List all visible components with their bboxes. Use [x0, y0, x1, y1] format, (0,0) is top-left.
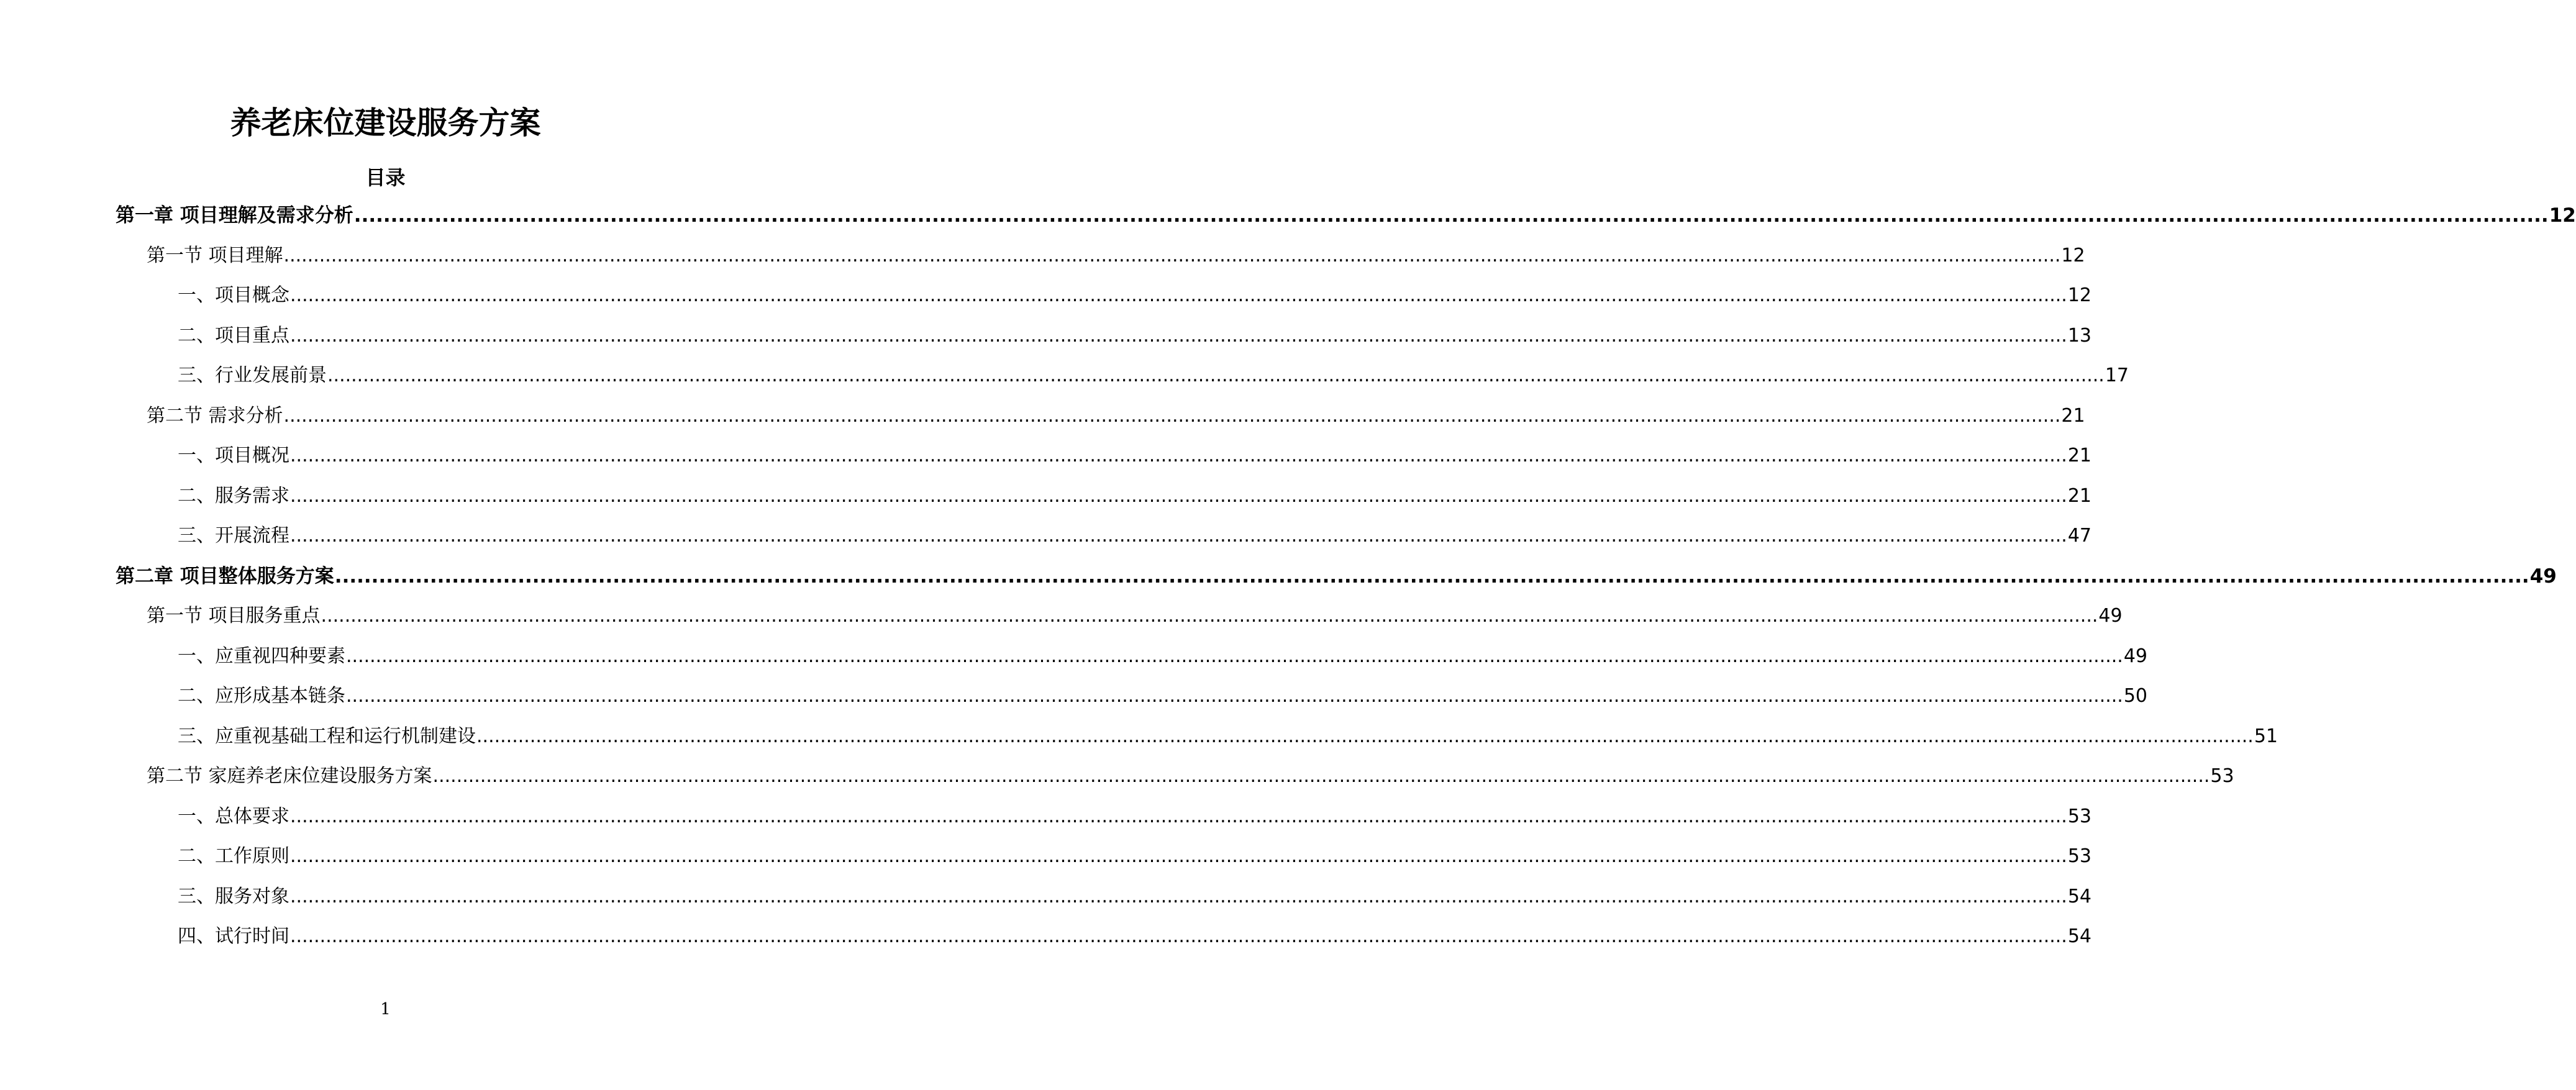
toc-entry-label: 第二章 项目整体服务方案 [116, 565, 334, 588]
toc-entry-page: 54 [2067, 886, 2092, 907]
toc-entry-page: 17 [2105, 365, 2129, 386]
toc-entry-label: 三、应重视基础工程和运行机制建设 [178, 725, 476, 747]
toc-dot-leader: ............................................................................................................................................................................................................................................................................................................ [283, 245, 2061, 266]
toc-entry-label: 三、开展流程 [178, 525, 289, 547]
toc-entry-page: 51 [2254, 725, 2278, 747]
toc-entry-item[interactable] [178, 723, 2278, 750]
toc-dot-leader: ............................................................................................................................................................................................................................................................................................................ [290, 925, 2067, 947]
toc-entry-item[interactable] [178, 522, 2092, 550]
toc-entry-label: 二、应形成基本链条 [178, 685, 345, 707]
toc-dot-leader: ............................................................................................................................................................................................................................................................................................................ [290, 485, 2067, 507]
toc-entry-page: 49 [2098, 605, 2123, 627]
toc-entry-page: 53 [2210, 765, 2234, 787]
toc-entry-label: 二、工作原则 [178, 845, 289, 867]
toc-entry-label: 三、行业发展前景 [178, 365, 327, 386]
toc-entry-label: 第二节 家庭养老床位建设服务方案 [147, 765, 432, 787]
toc-entry-page: 21 [2061, 405, 2085, 427]
toc-dot-leader: ............................................................................................................................................................................................................................................................................................................ [290, 325, 2067, 347]
toc-dot-leader: ............................................................................................................................................................................................................................................................................................................ [327, 365, 2105, 386]
toc-dot-leader: ............................................................................................................................................................................................................................................................................................................ [283, 405, 2061, 427]
toc-entry-page: 53 [2067, 845, 2092, 867]
toc-dot-leader: ............................................................................................................................................................................................................................................................................................................ [476, 725, 2254, 747]
toc-entry-section[interactable] [147, 402, 2085, 430]
toc-dot-leader: ............................................................................................................................................................................................................................................................................................................ [334, 565, 2529, 588]
toc-entry-section[interactable] [147, 242, 2085, 270]
toc-entry-page: 54 [2067, 925, 2092, 947]
toc-entry-item[interactable] [178, 643, 2148, 670]
toc-entry-page: 47 [2067, 525, 2092, 547]
toc-dot-leader: ............................................................................................................................................................................................................................................................................................................ [321, 605, 2098, 627]
toc-entry-label: 一、项目概念 [178, 284, 289, 306]
toc-entry-item[interactable] [178, 442, 2092, 470]
toc-entry-page: 13 [2067, 325, 2092, 347]
toc-entry-label: 三、服务对象 [178, 886, 289, 907]
toc-entry-label: 一、项目概况 [178, 445, 289, 466]
toc-entry-label: 一、应重视四种要素 [178, 645, 345, 667]
toc-dot-leader: ............................................................................................................................................................................................................................................................................................................ [290, 525, 2067, 547]
page-number: 1 [380, 1000, 391, 1019]
toc-entry-item[interactable] [178, 883, 2092, 911]
toc-entry-chapter[interactable] [116, 202, 2576, 229]
toc-entry-page: 12 [2067, 284, 2092, 306]
toc-entry-chapter[interactable] [116, 563, 2557, 590]
toc-entry-item[interactable] [178, 282, 2092, 309]
toc-entry-section[interactable] [147, 763, 2234, 790]
toc-entry-label: 第一章 项目理解及需求分析 [116, 204, 353, 227]
toc-entry-label: 一、总体要求 [178, 806, 289, 827]
toc-entry-label: 四、试行时间 [178, 925, 289, 947]
toc-entry-item[interactable] [178, 483, 2092, 510]
toc-entry-page: 21 [2067, 445, 2092, 466]
toc-entry-page: 50 [2123, 685, 2148, 707]
toc-entry-item[interactable] [178, 683, 2148, 710]
toc-dot-leader: ............................................................................................................................................................................................................................................................................................................ [290, 284, 2067, 306]
toc-dot-leader: ............................................................................................................................................................................................................................................................................................................ [290, 845, 2067, 867]
toc-dot-leader: ............................................................................................................................................................................................................................................................................................................ [346, 645, 2123, 667]
toc-dot-leader: ............................................................................................................................................................................................................................................................................................................ [290, 445, 2067, 466]
toc-entry-item[interactable] [178, 923, 2092, 950]
toc-entry-page: 49 [2529, 565, 2557, 588]
toc-dot-leader: ............................................................................................................................................................................................................................................................................................................ [290, 806, 2067, 827]
toc-heading: 目录 [365, 166, 406, 189]
toc-entry-page: 53 [2067, 806, 2092, 827]
toc-dot-leader: ............................................................................................................................................................................................................................................................................................................ [432, 765, 2210, 787]
toc-entry-item[interactable] [178, 362, 2129, 389]
toc-entry-label: 二、项目重点 [178, 325, 289, 347]
toc-dot-leader: ............................................................................................................................................................................................................................................................................................................ [353, 204, 2549, 227]
toc-entry-item[interactable] [178, 322, 2092, 350]
toc-entry-label: 第一节 项目服务重点 [147, 605, 321, 627]
toc-entry-section[interactable] [147, 602, 2123, 630]
toc-entry-page: 12 [2061, 245, 2085, 266]
toc-entry-page: 21 [2067, 485, 2092, 507]
toc-entry-page: 49 [2123, 645, 2148, 667]
toc-dot-leader: ............................................................................................................................................................................................................................................................................................................ [346, 685, 2123, 707]
toc-entry-item[interactable] [178, 843, 2092, 870]
toc-entry-label: 第一节 项目理解 [147, 245, 283, 266]
toc-dot-leader: ............................................................................................................................................................................................................................................................................................................ [290, 886, 2067, 907]
toc-entry-label: 第二节 需求分析 [147, 405, 283, 427]
toc-entry-item[interactable] [178, 803, 2092, 830]
document-title: 养老床位建设服务方案 [230, 105, 541, 141]
toc-entry-page: 12 [2549, 204, 2576, 227]
toc-entry-label: 二、服务需求 [178, 485, 289, 507]
